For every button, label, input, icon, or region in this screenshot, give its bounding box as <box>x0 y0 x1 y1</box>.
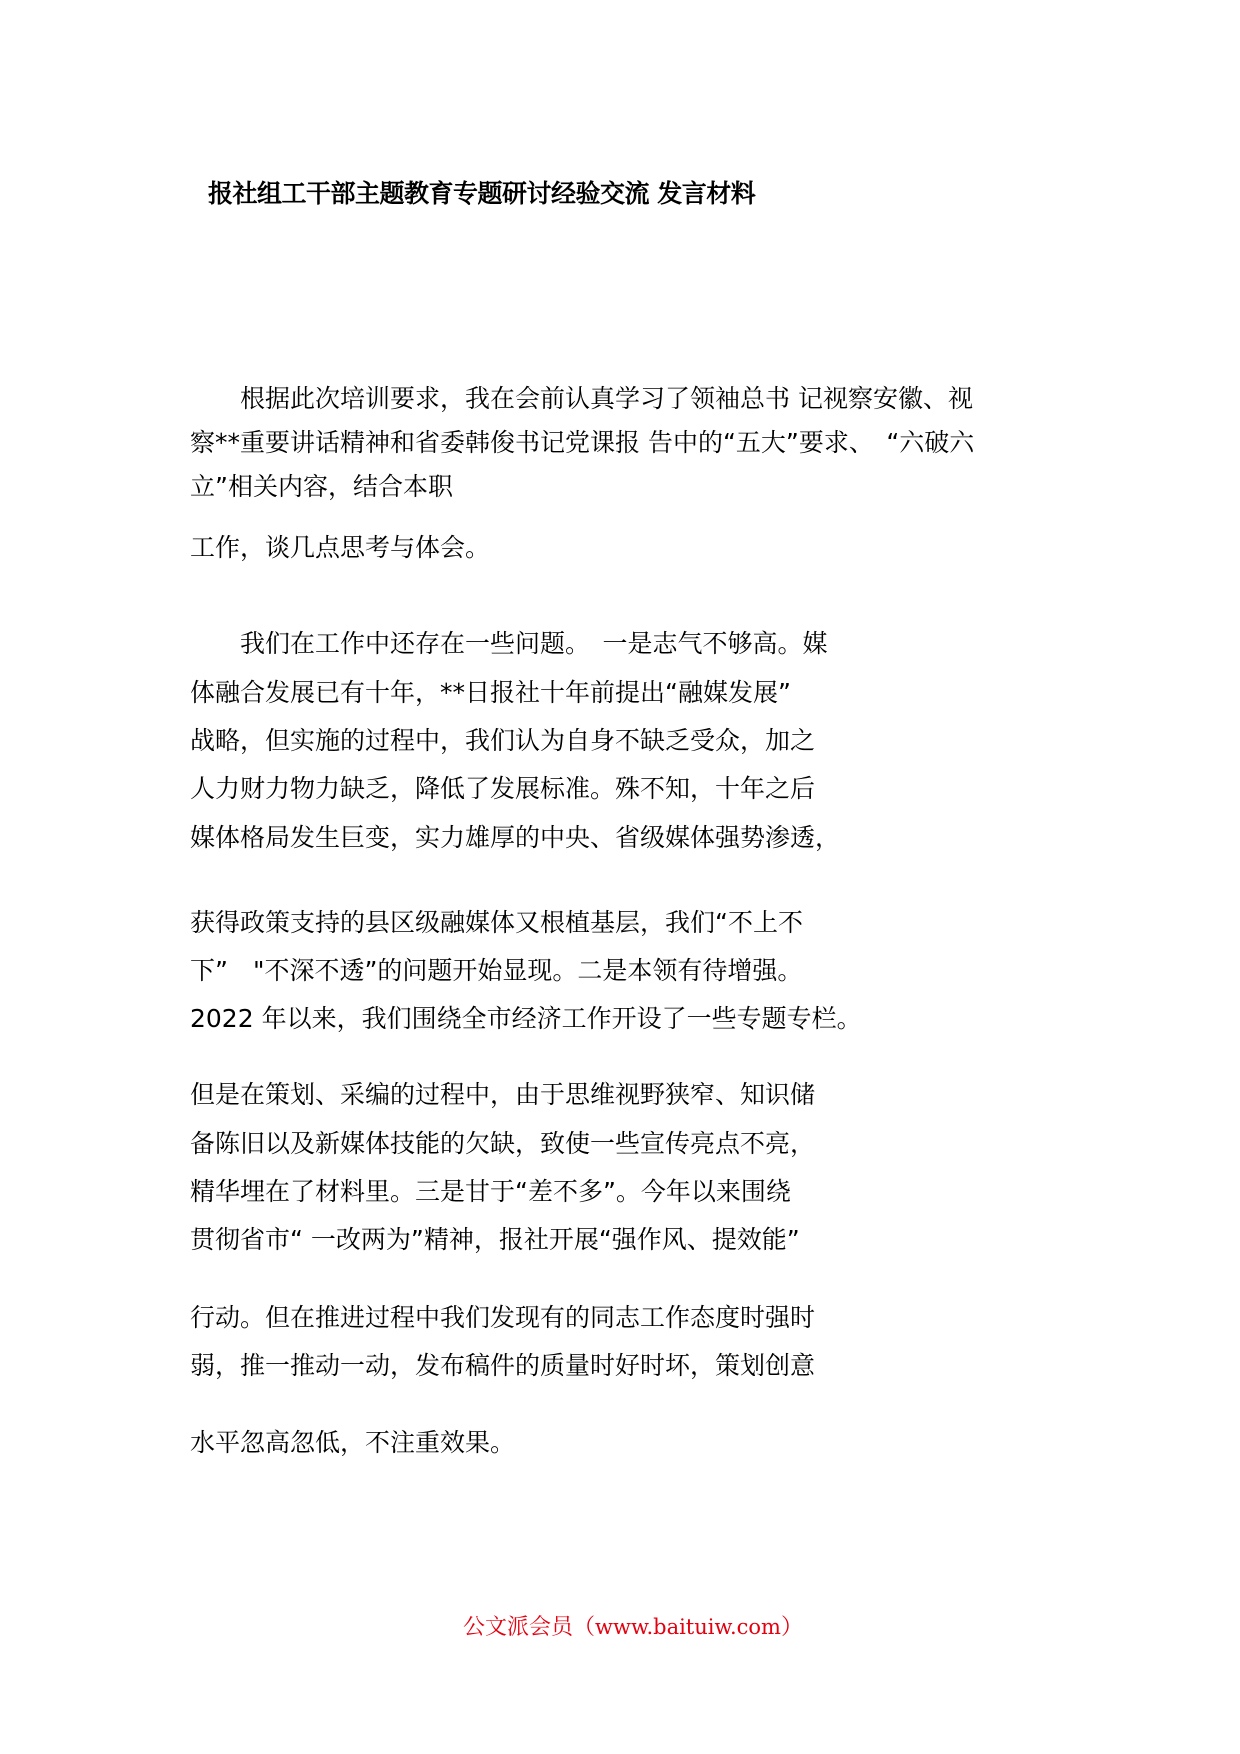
body-line-12: 2022 年以来，我们围绕全市经济工作开设了一些专题专栏。 <box>190 1004 862 1033</box>
body-line-19: 水平忽高忽低，不注重效果。 <box>190 1428 516 1457</box>
footer-url[interactable]: www.baituiw.com <box>595 1615 781 1639</box>
body-line-4: 工作，谈几点思考与体会。 <box>190 533 491 562</box>
body-line-13: 但是在策划、采编的过程中，由于思维视野狭窄、知识储 <box>190 1080 816 1109</box>
body-line-1: 根据此次培训要求，我在会前认真学习了领袖总书 记视察安徽、视 <box>190 384 973 413</box>
body-line-14: 备陈旧以及新媒体技能的欠缺，致使一些宣传亮点不亮， <box>190 1129 816 1158</box>
body-line-15: 精华埋在了材料里。三是甘于“差不多”。今年以来围绕 <box>190 1177 791 1206</box>
document-title: 报社组工干部主题教育专题研讨经验交流 发言材料 <box>208 179 756 208</box>
footer-brand: 公文派会员（ <box>463 1615 596 1640</box>
body-line-18: 弱，推一推动一动，发布稿件的质量时好时坏，策划创意 <box>190 1351 816 1380</box>
body-line-7: 战略，但实施的过程中，我们认为自身不缺乏受众，加之 <box>190 726 816 755</box>
body-line-3: 立”相关内容，结合本职 <box>190 472 453 501</box>
footer-watermark <box>463 1610 803 1641</box>
body-line-11: 下” "不深不透”的问题开始显现。二是本领有待增强。 <box>190 956 803 985</box>
body-line-10: 获得政策支持的县区级融媒体又根植基层，我们“不上不 <box>190 908 803 937</box>
body-line-9: 媒体格局发生巨变，实力雄厚的中央、省级媒体强势渗透， <box>190 823 841 852</box>
body-line-8: 人力财力物力缺乏，降低了发展标准。殊不知，十年之后 <box>190 774 816 803</box>
body-line-2: 察**重要讲话精神和省委韩俊书记党课报 告中的“五大”要求、 “六破六 <box>190 428 975 457</box>
body-line-17: 行动。但在推进过程中我们发现有的同志工作态度时强时 <box>190 1303 816 1332</box>
body-line-5: 我们在工作中还存在一些问题。 一是志气不够高。媒 <box>190 629 828 658</box>
footer-close: ） <box>780 1615 803 1640</box>
body-line-6: 体融合发展已有十年，**日报社十年前提出“融媒发展” <box>190 678 791 707</box>
body-line-16: 贯彻省市“ 一改两为”精神，报社开展“强作风、提效能” <box>190 1225 800 1254</box>
